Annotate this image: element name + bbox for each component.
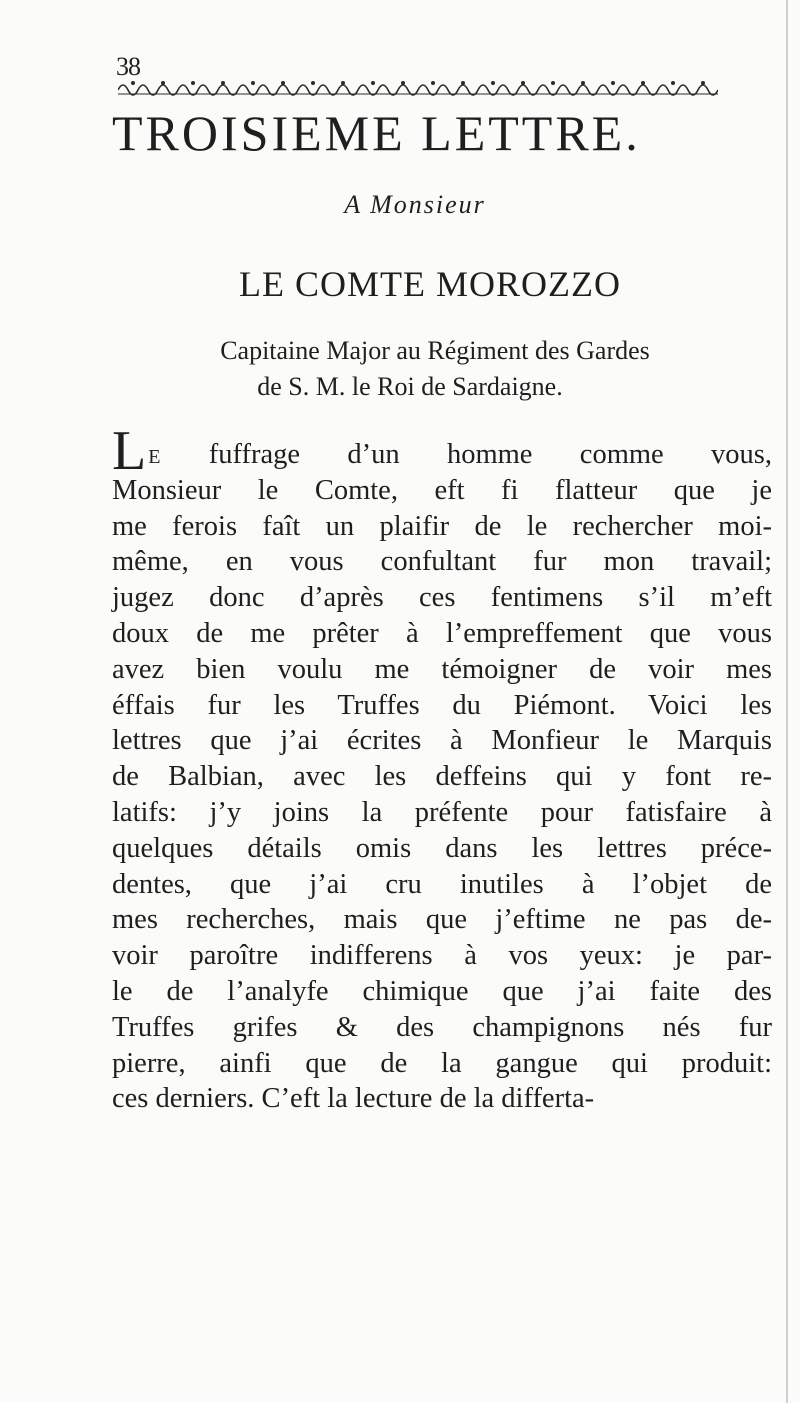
body-line: de Balbian, avec les deffeins qui y font re- bbox=[112, 761, 772, 793]
body-line: latifs: j’y joins la préfente pour fatisfaire à bbox=[112, 796, 772, 828]
body-line: jugez donc d’après ces fentimens s’il m’eft bbox=[112, 582, 772, 614]
body-line: voir paroître indifferens à vos yeux: je par- bbox=[112, 940, 772, 972]
first-line-rest: fuffrage d’un homme comme vous, bbox=[161, 439, 772, 470]
body-line: éffais fur les Truffes du Piémont. Voici les bbox=[112, 689, 772, 721]
drop-cap: L bbox=[112, 420, 147, 482]
body-line: Truffes grifes & des champignons nés fur bbox=[112, 1011, 772, 1043]
letter-title: TROISIEME LETTRE. bbox=[112, 105, 641, 161]
body-line: avez bien voulu me témoigner de voir mes bbox=[112, 653, 772, 685]
letter-body bbox=[112, 420, 772, 1117]
address-title-line-2: de S. M. le Roi de Sardaigne. bbox=[257, 372, 563, 401]
body-line: dentes, que j’ai cru inutiles à l’objet de bbox=[112, 868, 772, 900]
body-line: le de l’analyfe chimique que j’ai faite des bbox=[112, 975, 772, 1007]
body-line: doux de me prêter à l’empreffement que vous bbox=[112, 617, 772, 649]
address-recipient-label: A Monsieur bbox=[344, 190, 486, 219]
body-line: Monsieur le Comte, eft fi flatteur que je bbox=[112, 474, 772, 506]
body-line: mes recherches, mais que j’eftime ne pas de- bbox=[112, 904, 772, 936]
first-word-rest: e bbox=[148, 439, 162, 470]
body-line: me ferois faît un plaifir de le rechercher moi- bbox=[112, 510, 772, 542]
address-recipient-name: LE COMTE MOROZZO bbox=[239, 264, 621, 304]
page-number: 38 bbox=[116, 52, 140, 81]
body-line: ces derniers. C’eft la lecture de la differta- bbox=[112, 1083, 595, 1115]
body-line: pierre, ainfi que de la gangue qui produit: bbox=[112, 1047, 772, 1079]
body-line: quelques détails omis dans les lettres préce- bbox=[112, 832, 772, 864]
body-line-first bbox=[112, 420, 772, 482]
body-line: même, en vous confultant fur mon travail; bbox=[112, 546, 772, 578]
ornament-band bbox=[118, 74, 718, 100]
body-line: lettres que j’ai écrites à Monfieur le Marquis bbox=[112, 725, 772, 757]
address-title-line-1: Capitaine Major au Régiment des Gardes bbox=[220, 336, 650, 365]
